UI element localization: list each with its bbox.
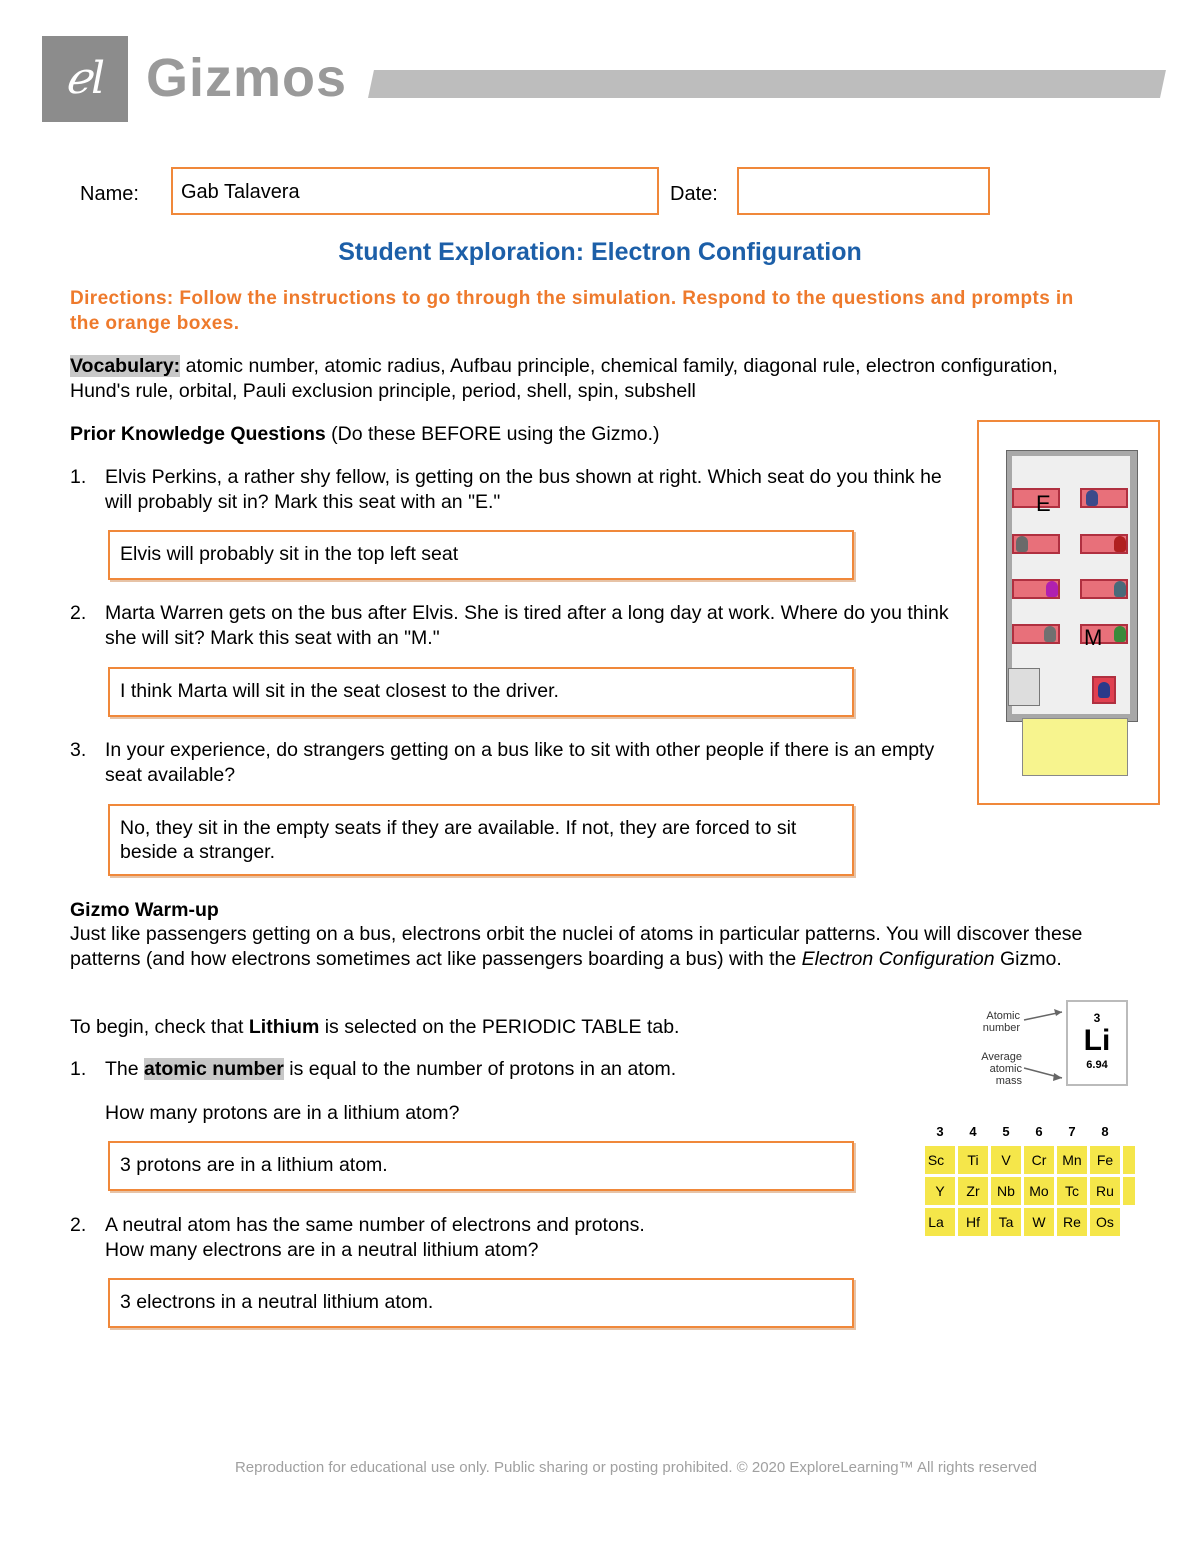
- element-cell[interactable]: La: [925, 1208, 955, 1236]
- element-cell[interactable]: W: [1024, 1208, 1054, 1236]
- footer-copyright: Reproduction for educational use only. Public sharing or posting prohibited. © 2020 ExploreLearning™ All rights reserved: [234, 1459, 1038, 1476]
- begin-element: Lithium: [248, 1016, 320, 1038]
- pointer-arrows: [1022, 1004, 1068, 1084]
- seat-mark-m: M: [1084, 625, 1103, 650]
- group-number: 4: [969, 1124, 977, 1139]
- passenger-icon: [1114, 626, 1126, 642]
- question-text: How many electrons are in a neutral lithium atom?: [105, 1239, 539, 1261]
- brand-name: Gizmos: [146, 48, 348, 108]
- atomic-number-label: [960, 1010, 1020, 1034]
- atomic-mass-label-line: mass: [995, 1075, 1022, 1087]
- warmup-heading: Gizmo Warm-up: [70, 899, 219, 921]
- question-text: Marta Warren gets on the bus after Elvis. She is tired after a long day at work. Where do you think she will sit? Mark this seat with an "M.": [105, 602, 949, 649]
- element-cell-partial: [1123, 1177, 1135, 1205]
- passenger-icon: [1086, 490, 1098, 506]
- atomic-number-label-line: number: [982, 1022, 1020, 1034]
- date-label: Date:: [670, 183, 718, 205]
- element-cell[interactable]: Mn: [1057, 1146, 1087, 1174]
- element-cell-partial: [1123, 1146, 1135, 1174]
- question-text: A neutral atom has the same number of electrons and protons.: [105, 1214, 645, 1236]
- bus-door: [1008, 668, 1040, 706]
- date-field[interactable]: [737, 167, 990, 215]
- vocabulary-label: Vocabulary:: [70, 355, 181, 377]
- question-number: 2.: [70, 1214, 87, 1236]
- begin-text: To begin, check that: [70, 1016, 249, 1038]
- question-text: Elvis Perkins, a rather shy fellow, is getting on the bus shown at right. Which seat do you think he will probably sit in? Mark this seat with an "E.": [105, 466, 942, 513]
- prior-heading: [70, 422, 1130, 447]
- element-cell[interactable]: Mo: [1024, 1177, 1054, 1205]
- answer-box[interactable]: 3 protons are in a lithium atom.: [108, 1141, 854, 1191]
- begin-instruction: [70, 1015, 930, 1040]
- driver-icon: [1098, 682, 1110, 698]
- element-cell[interactable]: Ta: [991, 1208, 1021, 1236]
- name-field[interactable]: Gab Talavera: [171, 167, 659, 215]
- atomic-mass-label-line: atomic: [989, 1063, 1022, 1075]
- passenger-icon: [1114, 536, 1126, 552]
- element-cell[interactable]: Y: [925, 1177, 955, 1205]
- answer-box[interactable]: 3 electrons in a neutral lithium atom.: [108, 1278, 854, 1328]
- prior-heading-note: (Do these BEFORE using the Gizmo.): [325, 423, 660, 445]
- element-symbol: Li: [1083, 1024, 1111, 1057]
- warmup-intro-end: Gizmo.: [994, 948, 1062, 970]
- warmup-intro: [70, 922, 1120, 972]
- answer-box[interactable]: Elvis will probably sit in the top left seat: [108, 530, 854, 580]
- answer-box[interactable]: I think Marta will sit in the seat closest to the driver.: [108, 667, 854, 717]
- begin-text-end: is selected on the PERIODIC TABLE tab.: [319, 1016, 680, 1038]
- gizmos-logo-icon: [42, 36, 128, 122]
- element-cell[interactable]: Cr: [1024, 1146, 1054, 1174]
- element-cell[interactable]: Sc: [925, 1146, 955, 1174]
- element-cell[interactable]: Ru: [1090, 1177, 1120, 1205]
- group-number: 3: [936, 1124, 944, 1139]
- question-subprompt: How many protons are in a lithium atom?: [105, 1102, 460, 1124]
- element-mass: 6.94: [1086, 1059, 1108, 1071]
- question-number: 1.: [70, 1058, 87, 1080]
- lithium-element-card: [1066, 1000, 1128, 1086]
- question-number: 3.: [70, 739, 87, 761]
- element-cell[interactable]: Tc: [1057, 1177, 1087, 1205]
- group-number: 7: [1068, 1124, 1076, 1139]
- question-text: In your experience, do strangers getting on a bus like to sit with other people if there is an empty seat available?: [105, 739, 935, 786]
- question-text-start: The: [105, 1058, 145, 1080]
- name-label: Name:: [80, 183, 139, 205]
- atomic-mass-label: [960, 1051, 1022, 1087]
- header-bar: [368, 70, 1166, 98]
- vocab-term-highlight: atomic number: [144, 1058, 284, 1080]
- question-text-end: is equal to the number of protons in an atom.: [283, 1058, 677, 1080]
- element-cell[interactable]: V: [991, 1146, 1021, 1174]
- page-title: Student Exploration: Electron Configuration: [338, 238, 862, 266]
- passenger-icon: [1046, 581, 1058, 597]
- element-cell[interactable]: Hf: [958, 1208, 988, 1236]
- element-number: 3: [1093, 1011, 1101, 1025]
- passenger-icon: [1016, 536, 1028, 552]
- vocabulary-text: atomic number, atomic radius, Aufbau principle, chemical family, diagonal rule, electron configuration, Hund's rule, orbital, Pauli exclusion principle, period, shell, spin, subshell: [70, 355, 1058, 402]
- passenger-icon: [1044, 626, 1056, 642]
- bus-front: [1022, 718, 1128, 776]
- question-number: 1.: [70, 466, 87, 488]
- element-cell[interactable]: Os: [1090, 1208, 1120, 1236]
- logo-glyph: ℯl: [64, 53, 106, 104]
- group-number: 8: [1101, 1124, 1109, 1139]
- warmup-intro-gizmo-name: Electron Configuration: [801, 948, 995, 970]
- directions: Directions: Follow the instructions to go through the simulation. Respond to the questions and prompts in the orange boxes.: [70, 288, 1074, 334]
- atomic-number-label-line: Atomic: [986, 1010, 1020, 1022]
- element-cell[interactable]: Zr: [958, 1177, 988, 1205]
- atomic-mass-label-line: Average: [981, 1051, 1022, 1063]
- passenger-icon: [1114, 581, 1126, 597]
- seat-mark-e: E: [1036, 491, 1051, 516]
- question-text: [105, 1057, 905, 1082]
- element-cell[interactable]: Re: [1057, 1208, 1087, 1236]
- element-cell[interactable]: Ti: [958, 1146, 988, 1174]
- group-number: 6: [1035, 1124, 1043, 1139]
- answer-box[interactable]: No, they sit in the empty seats if they are available. If not, they are forced to sit beside a stranger.: [108, 804, 854, 876]
- element-cell[interactable]: Fe: [1090, 1146, 1120, 1174]
- element-cell[interactable]: Nb: [991, 1177, 1021, 1205]
- group-number: 5: [1002, 1124, 1010, 1139]
- periodic-table-snippet: [925, 1124, 1135, 1240]
- warmup-intro-text: Just like passengers getting on a bus, electrons orbit the nuclei of atoms in particular patterns. You will discover these patterns (and how electrons sometimes act like passengers boarding a bus) with the: [70, 923, 1083, 970]
- question-number: 2.: [70, 602, 87, 624]
- vocabulary: [70, 354, 1070, 404]
- prior-heading-title: Prior Knowledge Questions: [70, 423, 326, 445]
